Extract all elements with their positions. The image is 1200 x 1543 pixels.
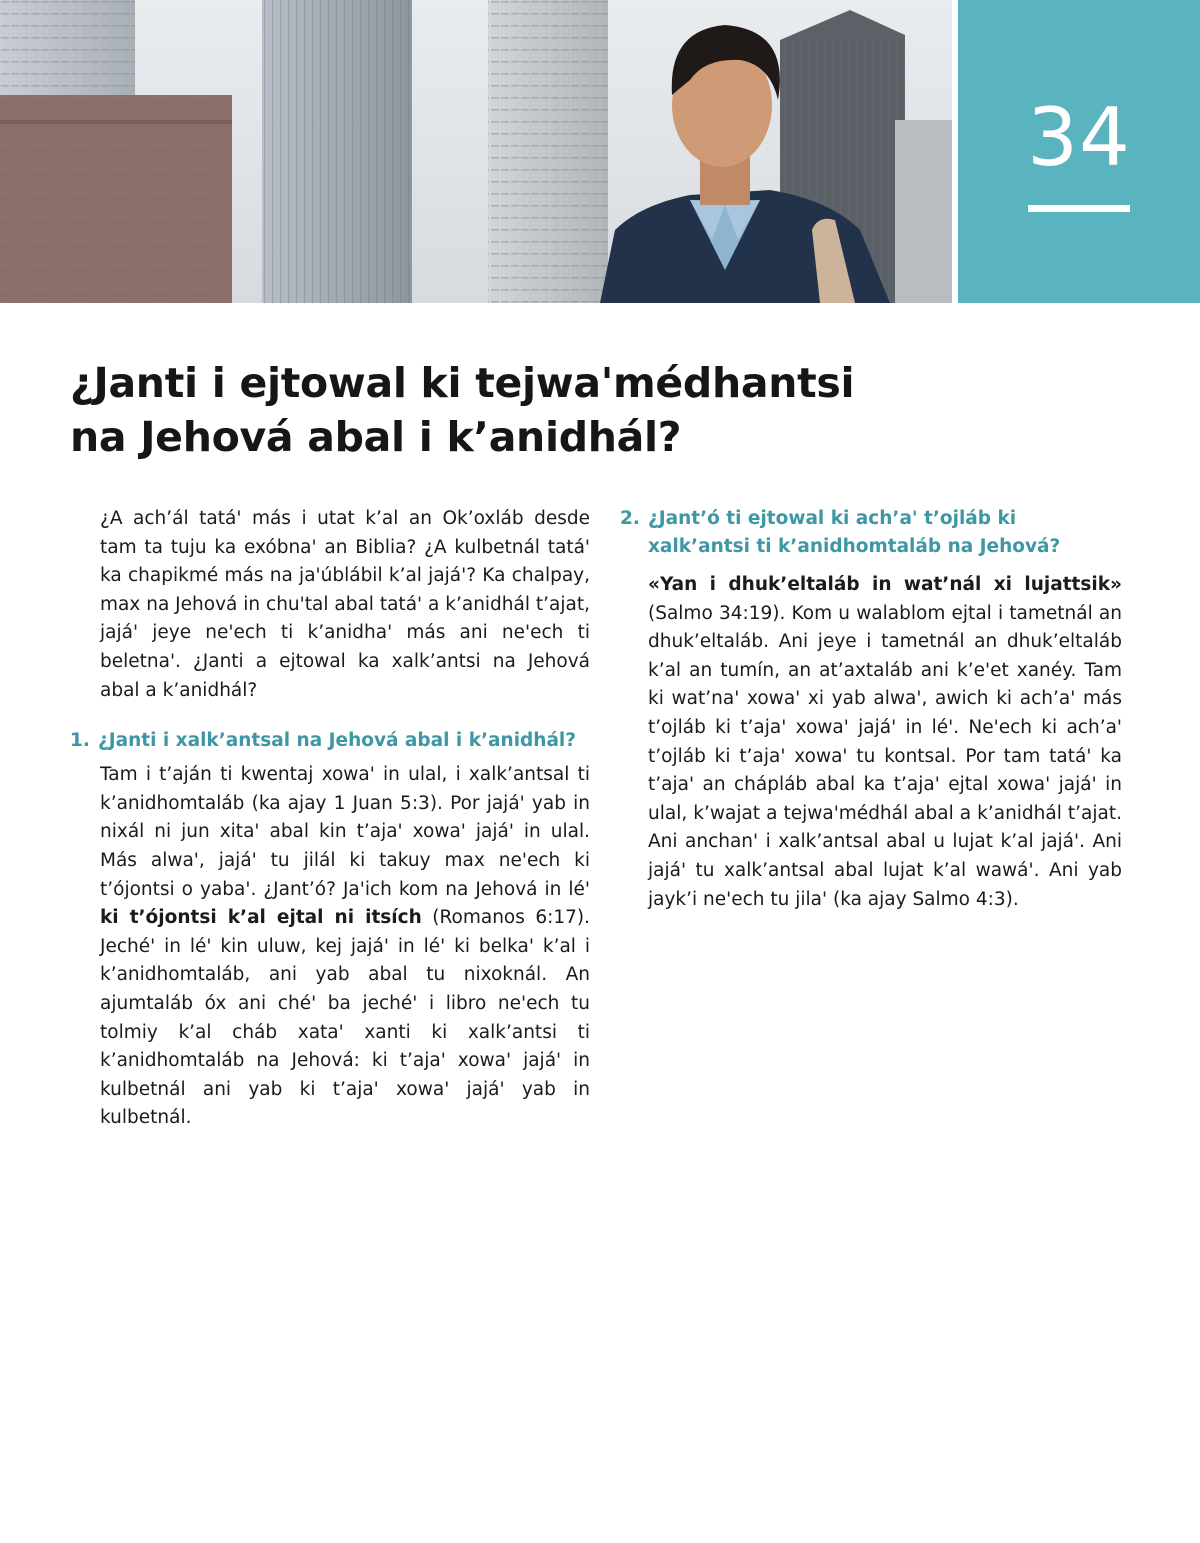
right-column [620,505,1122,914]
section-1-text-b: (Romanos 6:17). Jeché' in lé' kin uluw, kej jajá' in lé' ki belka' k’al i k’anidhomtaláb, ani yab abal tu nixoknál. An ajumtaláb óx ani ché' ba jeché' i libro ne'ech tu tolmiy k’al cháb xata' xanti ki xalk’antsi ti k’anidhomtaláb na Jehová: ki t’aja' xowa' jajá' in kulbetnál ani yab ki t’aja' xowa' jajá' yab in kulbetnál. [100,907,591,1129]
lesson-number-box [958,0,1200,303]
left-column [70,505,590,1133]
question-1 [70,727,590,755]
section-1-bold-text: ki t’ójontsi k’al ejtal ni itsích [100,907,422,929]
section-2-bold-quote: «Yan i dhuk’eltaláb in wat’nál xi lujattsik» [648,574,1122,595]
page-title [70,356,1130,464]
section-2-body [620,571,1122,914]
hero-photo [0,0,952,303]
section-2-text: (Salmo 34:19). Kom u walablom ejtal i tametnál an dhuk’eltaláb. Ani jeye i tametnál an dhuk’eltaláb k’al an tumín, an at’axtaláb ani k’e'et xanéy. Tam ki wat’na' xowa' xi yab alwa', awich ki ach’a' más t’ojláb ki t’aja' xowa' jajá' in lé'. Ne'ech ki ach’a' t’ojláb ki t’aja' xowa' tu kontsal. Por tam tatá' ka t’aja' an chápláb abal ka t’aja' ejtal xowa' jajá' in ulal, k’wajat a tejwa'médhál abal a k’anidhál t’ajat. Ani anchan' i xalk’antsal abal u lujat k’al jajá'. Ani jajá' tu xalk’antsal abal lujat k’al wawá'. Ani yab jayk’i ne'ech tu jila' (ka ajay Salmo 4:3). [648,602,1122,910]
lesson-number-underline [1028,205,1130,212]
question-2-heading: ¿Jant’ó ti ejtowal ki ach’a' t’ojláb ki xalk’antsi ti k’anidhomtaláb na Jehová? [648,508,1061,557]
lesson-number: 34 [1027,91,1131,184]
question-2-number: 2. [620,508,640,529]
question-1-heading: ¿Janti i xalk’antsal na Jehová abal i k’anidhál? [98,730,577,752]
title-line-2: na Jehová abal i k’anidhál? [70,413,682,461]
section-1-text-a: Tam i t’aján ti kwentaj xowa' in ulal, i xalk’antsal ti k’anidhomtaláb (ka ajay 1 Juan 5:3). Por jajá' yab in nixál ni jun xita' abal kin t’aja' xowa' jajá' in ulal. Más alwa', jajá' tu jilál ki takuy max ne'ech ki t’ójontsi o yaba'. ¿Jant’ó? Ja'ich kom na Jehová in lé' [100,764,590,900]
section-1-body [70,761,590,1133]
city-man-illustration [0,0,952,303]
intro-paragraph: ¿A ach’ál tatá' más i utat k’al an Ok’oxláb desde tam ta tuju ka exóbna' an Biblia? ¿A kulbetnál tatá' ka chapikmé más na ja'úblábil k’al jajá'? Ka chalpay, max na Jehová in chu'tal abal tatá' a k’anidhál t’ajat, jajá' jeye ne'ech ti k’anidha' más ani ne'ech ti beletna'. ¿Janti a ejtowal ka xalk’antsi na Jehová abal a k’anidhál? [100,508,590,701]
question-2 [620,505,1122,561]
question-1-number: 1. [70,730,90,752]
title-line-1: ¿Janti i ejtowal ki tejwa'médhantsi [70,359,855,407]
